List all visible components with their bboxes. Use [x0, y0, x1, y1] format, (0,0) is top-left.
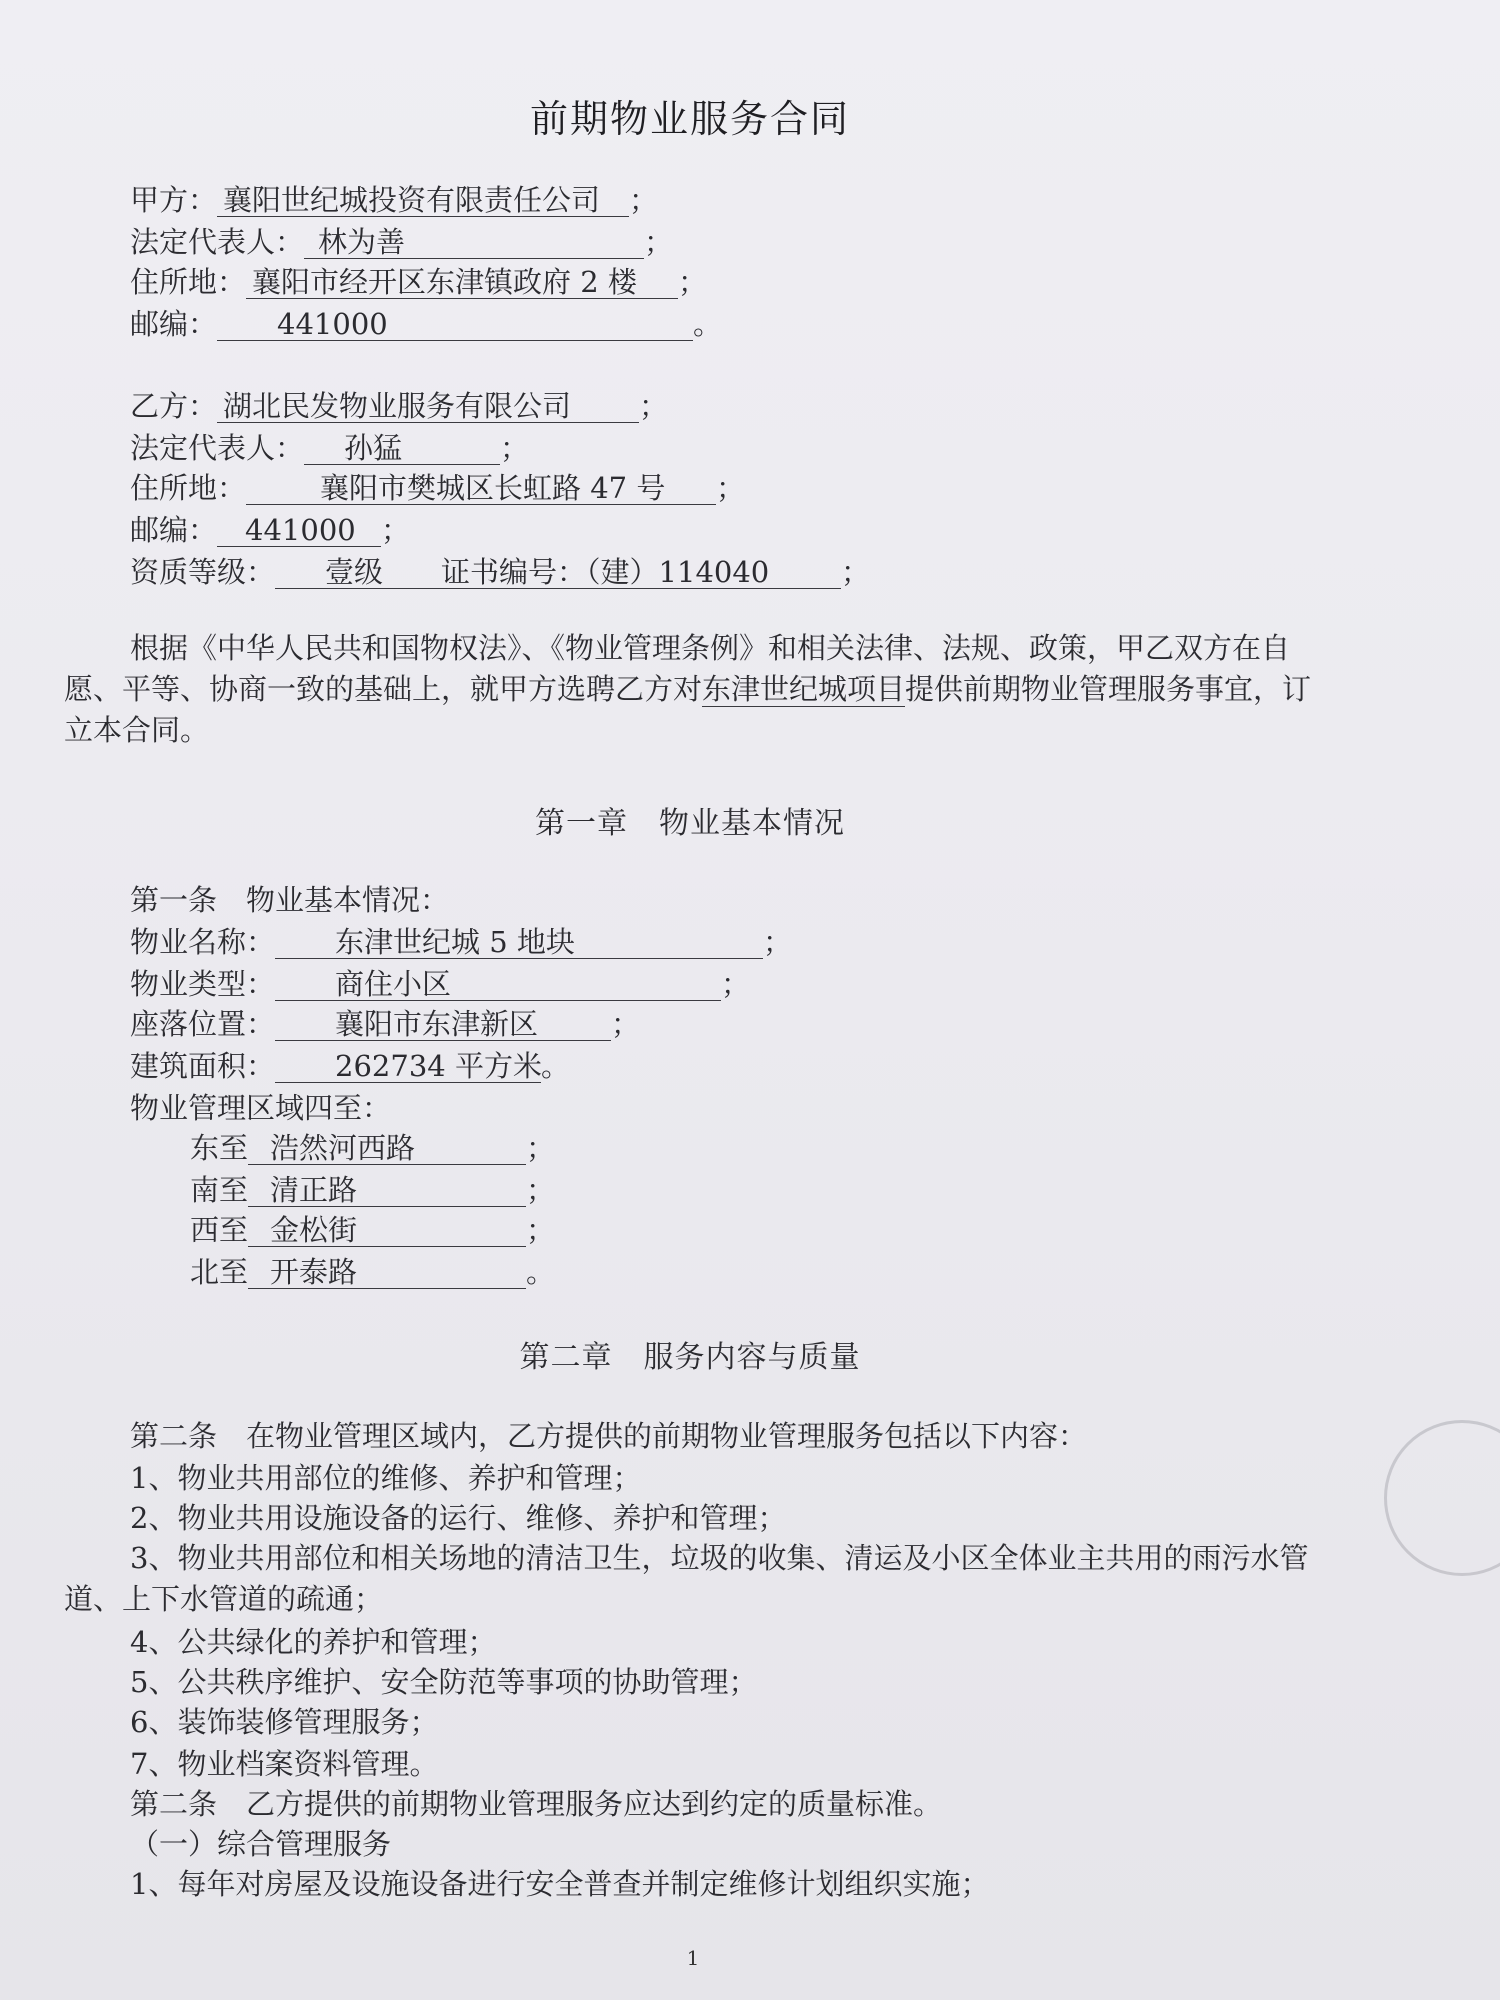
property-location: 襄阳市东津新区	[275, 1008, 611, 1041]
punct: ；	[716, 471, 746, 505]
punct: ；	[763, 925, 793, 959]
boundary-south: 清正路	[248, 1174, 526, 1207]
building-area-line	[130, 1048, 570, 1084]
party-b-address-line	[130, 470, 745, 506]
property-type: 商住小区	[275, 968, 721, 1001]
chapter-2-heading: 第二章 服务内容与质量	[519, 1340, 861, 1375]
party-a-zip-line	[130, 306, 722, 342]
punct: ；	[639, 389, 669, 423]
article-1-heading: 第一条 物业基本情况：	[130, 883, 450, 917]
party-a-label: 甲方：	[130, 183, 218, 217]
qualification-grade: 壹级	[325, 555, 384, 589]
party-b-name: 湖北民发物业服务有限公司	[217, 390, 639, 423]
boundary-north-label: 北至	[190, 1255, 249, 1289]
article-2-item-1: 1、物业共用部位的维修、养护和管理；	[130, 1461, 642, 1495]
party-b-address-label: 住所地：	[130, 471, 247, 505]
certificate-number: 证书编号：（建）114040	[441, 555, 770, 589]
article-2-item-4: 4、公共绿化的养护和管理；	[130, 1625, 497, 1659]
party-b-address: 襄阳市樊城区长虹路 47 号	[246, 472, 716, 505]
property-location-label: 座落位置：	[130, 1007, 276, 1041]
punct: ；	[678, 265, 708, 299]
punct: ；	[644, 225, 674, 259]
project-name: 东津世纪城项目	[702, 672, 906, 706]
punct: ；	[629, 183, 659, 217]
party-b-rep-line	[130, 430, 529, 466]
section-item-1: 1、每年对房屋及设施设备进行安全普查并制定维修计划组织实施；	[130, 1867, 990, 1901]
building-area: 262734 平方米	[275, 1050, 541, 1083]
party-a-address: 襄阳市经开区东津镇政府 2 楼	[246, 266, 678, 299]
boundary-north-line	[190, 1254, 555, 1290]
article-2-item-3-text: 3、物业共用部位和相关场地的清洁卫生，垃圾的收集、清运及小区全体业主共用的雨污水管道、上下水管道的疏通；	[64, 1541, 1309, 1616]
party-b-rep-label: 法定代表人：	[130, 431, 305, 465]
party-b-qualification-line	[130, 554, 870, 590]
party-b-qualification-label: 资质等级：	[130, 555, 276, 589]
boundary-east-line	[190, 1130, 555, 1166]
article-2-item-6: 6、装饰装修管理服务；	[130, 1705, 439, 1739]
property-name: 东津世纪城 5 地块	[275, 926, 763, 959]
property-name-line	[130, 924, 792, 960]
party-a-zip: 441000	[217, 308, 693, 341]
punct: 。	[526, 1255, 556, 1289]
party-b-line	[130, 388, 668, 424]
party-a-address-line	[130, 264, 707, 300]
punct: ；	[611, 1007, 641, 1041]
page-number: 1	[686, 1946, 700, 1970]
punct: ；	[381, 513, 411, 547]
boundaries-heading: 物业管理区域四至：	[130, 1091, 392, 1125]
party-a-rep-line	[130, 224, 673, 260]
preamble-text-1: 根据《中华人民共和国物权法》、《物业管理条例》和相关法律、法规、政策，甲乙双方在自愿、平等、协商一致的基础上，就甲方选聘乙方对	[64, 631, 1291, 706]
boundary-east: 浩然河西路	[248, 1132, 526, 1165]
boundary-west-line	[190, 1212, 555, 1248]
punct: 。	[541, 1049, 571, 1083]
punct: ；	[526, 1173, 556, 1207]
article-2-item-3	[64, 1538, 1330, 1620]
punct: ；	[500, 431, 530, 465]
party-a-address-label: 住所地：	[130, 265, 247, 299]
document-title: 前期物业服务合同	[529, 97, 850, 141]
boundary-west: 金松街	[248, 1214, 526, 1247]
punct: ；	[841, 555, 871, 589]
boundary-south-label: 南至	[190, 1173, 249, 1207]
party-b-qualification	[275, 556, 841, 589]
party-a-rep-label: 法定代表人：	[130, 225, 305, 259]
article-2-heading: 第二条 在物业管理区域内，乙方提供的前期物业管理服务包括以下内容：	[130, 1419, 1088, 1453]
party-a-zip-label: 邮编：	[130, 307, 218, 341]
section-comprehensive-management: （一）综合管理服务	[130, 1827, 392, 1861]
party-a-line	[130, 182, 658, 218]
article-3-heading: 第二条 乙方提供的前期物业管理服务应达到约定的质量标准。	[130, 1787, 943, 1821]
chapter-1-heading: 第一章 物业基本情况	[535, 806, 845, 841]
party-a-name: 襄阳世纪城投资有限责任公司	[217, 184, 629, 217]
article-2-item-2: 2、物业共用设施设备的运行、维修、养护和管理；	[130, 1501, 787, 1535]
boundary-south-line	[190, 1172, 555, 1208]
party-b-zip-line	[130, 512, 410, 548]
punct: ；	[721, 967, 751, 1001]
party-b-label: 乙方：	[130, 389, 218, 423]
boundary-east-label: 东至	[190, 1131, 249, 1165]
punct: 。	[693, 307, 723, 341]
property-type-line	[130, 966, 750, 1002]
article-2-item-5: 5、公共秩序维护、安全防范等事项的协助管理；	[130, 1665, 758, 1699]
punct: ；	[526, 1213, 556, 1247]
boundary-north: 开泰路	[248, 1256, 526, 1289]
faint-seal-mark	[1384, 1420, 1500, 1576]
building-area-label: 建筑面积：	[130, 1049, 276, 1083]
property-type-label: 物业类型：	[130, 967, 276, 1001]
party-b-zip: 441000	[217, 514, 381, 547]
party-b-zip-label: 邮编：	[130, 513, 218, 547]
article-2-item-7: 7、物业档案资料管理。	[130, 1747, 439, 1781]
punct: ；	[526, 1131, 556, 1165]
party-b-rep: 孙猛	[304, 432, 500, 465]
preamble-paragraph	[64, 628, 1330, 751]
preamble-text-2: 提供前期物业管理服务事宜，订立本合同。	[64, 672, 1312, 747]
property-name-label: 物业名称：	[130, 925, 276, 959]
party-a-rep: 林为善	[304, 226, 644, 259]
property-location-line	[130, 1006, 640, 1042]
boundary-west-label: 西至	[190, 1213, 249, 1247]
